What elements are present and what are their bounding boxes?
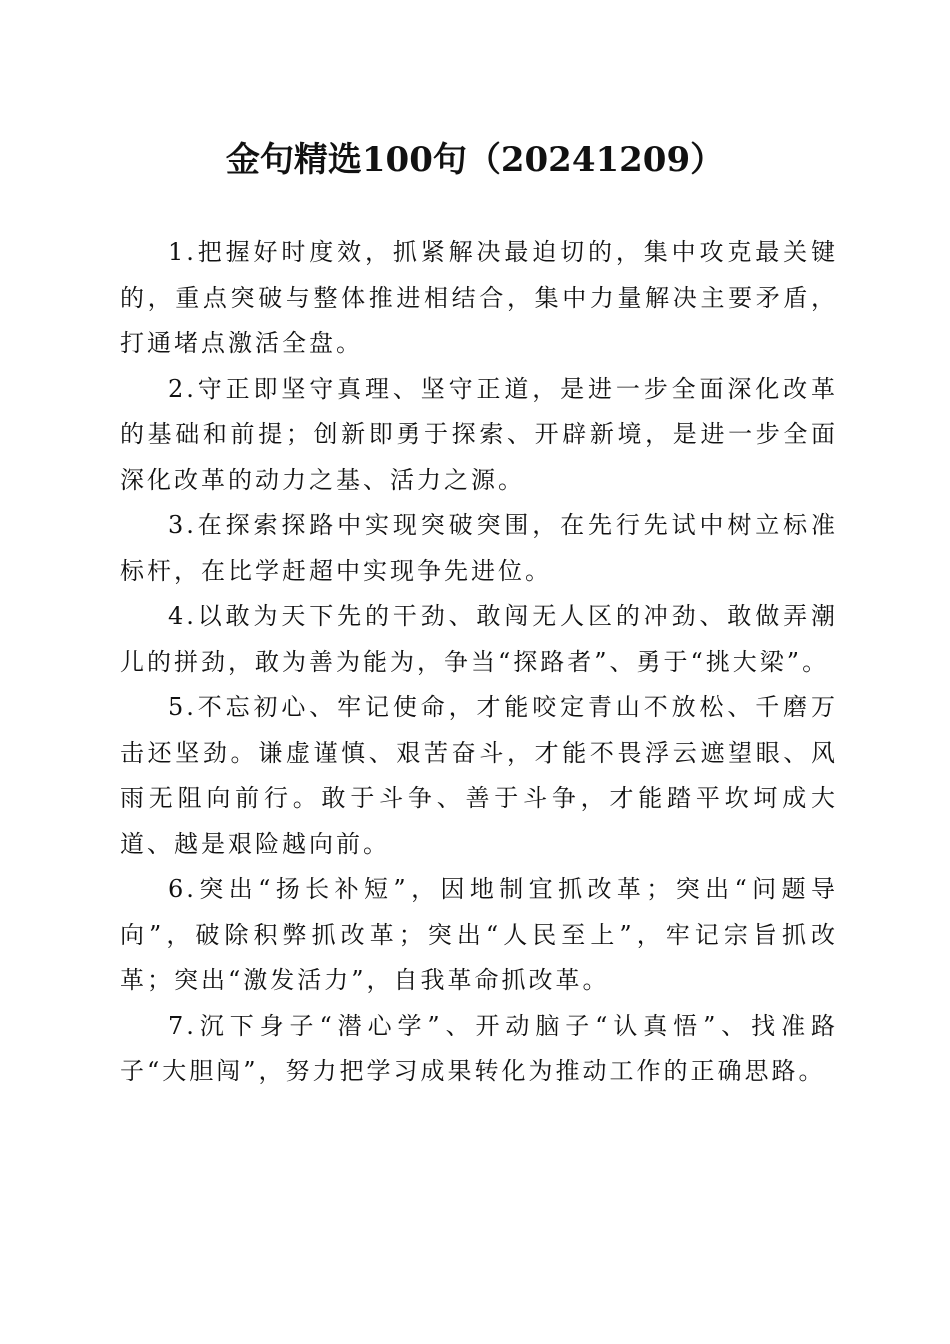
quote-paragraph-1: 1.把握好时度效，抓紧解决最迫切的，集中攻克最关键的，重点突破与整体推进相结合，集中力量解决主要矛盾，打通堵点激活全盘。: [120, 238, 838, 357]
quote-paragraph-7: 7.沉下身子“潜心学”、开动脑子“认真悟”、找准路子“大胆闯”，努力把学习成果转化为推动工作的正确思路。: [120, 1011, 838, 1085]
document-body: [120, 230, 838, 1095]
document-title: 金句精选100句（20241209）: [225, 140, 725, 180]
quote-paragraph-6: 6.突出“扬长补短”，因地制宜抓改革；突出“问题导向”，破除积弊抓改革；突出“人民至上”，牢记宗旨抓改革；突出“激发活力”，自我革命抓改革。: [120, 875, 838, 994]
quote-paragraph-5: 5.不忘初心、牢记使命，才能咬定青山不放松、千磨万击还坚劲。谦虚谨慎、艰苦奋斗，才能不畏浮云遮望眼、风雨无阻向前行。敢于斗争、善于斗争，才能踏平坎坷成大道、越是艰险越向前。: [120, 693, 838, 858]
quote-paragraph-4: 4.以敢为天下先的干劲、敢闯无人区的冲劲、敢做弄潮儿的拼劲，敢为善为能为，争当“探路者”、勇于“挑大梁”。: [120, 602, 838, 676]
quote-paragraph-2: 2.守正即坚守真理、坚守正道，是进一步全面深化改革的基础和前提；创新即勇于探索、开辟新境，是进一步全面深化改革的动力之基、活力之源。: [120, 374, 838, 494]
quote-paragraph-3: 3.在探索探路中实现突破突围，在先行先试中树立标准标杆，在比学赶超中实现争先进位。: [120, 511, 838, 585]
